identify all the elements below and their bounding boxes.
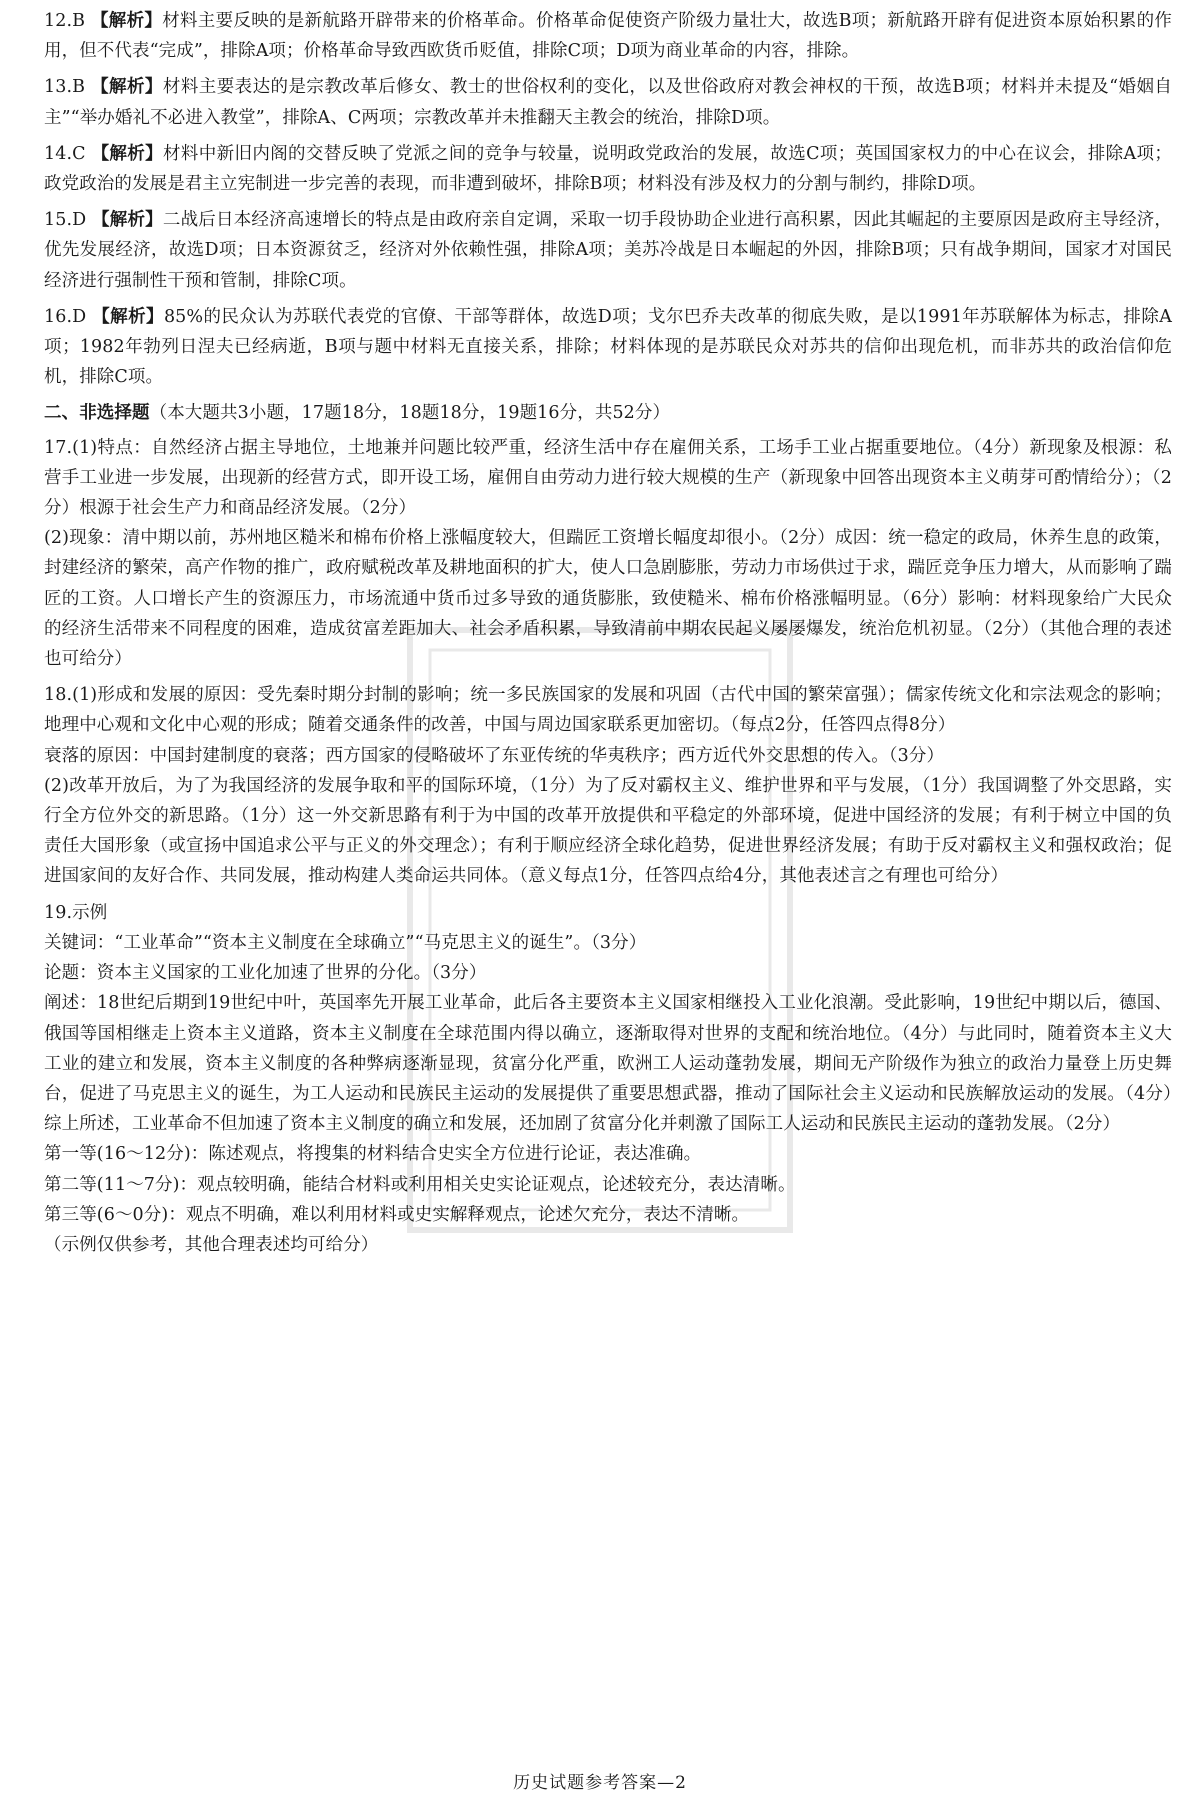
- q17-part1-text: (1)特点：自然经济占据主导地位，土地兼并问题比较严重，经济生活中存在雇佣关系，工场手工业占据重要地位。（4分）新现象及根源：私营手工业进一步发展，出现新的经营方式，即开设工场，雇佣自由劳动力进行较大规模的生产（新现象中回答出现资本主义萌芽可酌情给分）；（2分）根源于社会生产力和商品经济发展。（2分）: [44, 437, 1172, 519]
- analysis-text: 85%的民众认为苏联代表党的官僚、干部等群体，故选D项；戈尔巴乔夫改革的彻底失败，是以1991年苏联解体为标志，排除A项；1982年勃列日涅夫已经病逝，B项与题中材料无直接关系，排除；材料体现的是苏联民众对苏共的信仰出现危机，而非苏共的政治信仰危机，排除C项。: [44, 306, 1172, 388]
- analysis-tag: 【解析】: [92, 210, 163, 231]
- analysis-text: 材料主要反映的是新航路开辟带来的价格革命。价格革命促使资产阶级力量壮大，故选B项；新航路开辟有促进资本原始积累的作用，但不代表“完成”，排除A项；价格革命导致西欧货币贬值，排除C项；D项为商业革命的内容，排除。: [44, 11, 1173, 62]
- q17-part2: (2)现象：清中期以前，苏州地区糙米和棉布价格上涨幅度较大，但踹匠工资增长幅度却很小。（2分）成因：统一稳定的政局，休养生息的政策，封建经济的繁荣，高产作物的推广，政府赋税改革及耕地面积的扩大，使人口急剧膨胀，劳动力市场供过于求，踹匠竞争压力增大，从而影响了踹匠的工资。人口增长产生的资源压力，市场流通中货币过多导致的通货膨胀，致使糙米、棉布价格涨幅明显。（6分）影响：材料现象给广大民众的经济生活带来不同程度的困难，造成贫富差距加大、社会矛盾积累，导致清前中期农民起义屡屡爆发，统治危机初显。（2分）（其他合理的表述也可给分）: [44, 528, 1172, 670]
- answer-number: 19.: [44, 902, 73, 923]
- answer-number: 12.B: [44, 11, 86, 31]
- analysis-tag: 【解析】: [90, 11, 163, 31]
- answer-item-16: [44, 302, 1172, 393]
- answer-item-19: [44, 898, 1172, 1260]
- q19-grade-2: 第二等(11～7分)：观点较明确，能结合材料或利用相关史实论证观点，论述较充分，表达清晰。: [44, 1174, 796, 1195]
- q18-part2: (2)改革开放后，为了为我国经济的发展争取和平的国际环境，（1分）为了反对霸权主义、维护世界和平与发展，（1分）我国调整了外交思路，实行全方位外交的新思路。（1分）这一外交新思路有利于为中国的改革开放提供和平稳定的外部环境，促进中国经济的发展；有利于树立中国的负责任大国形象（或宣扬中国追求公平与正义的外交理念）；有利于顺应经济全球化趋势，促进世界经济发展；有助于反对霸权主义和强权政治；促进国家间的友好合作、共同发展，推动构建人类命运共同体。（意义每点1分，任答四点给4分，其他表述言之有理也可给分）: [44, 775, 1172, 887]
- answer-item-12: [44, 6, 1172, 66]
- answer-number: 18.: [44, 685, 73, 706]
- analysis-tag: 【解析】: [92, 306, 164, 327]
- page-footer: 历史试题参考答案—2: [513, 1773, 687, 1793]
- analysis-text: 二战后日本经济高速增长的特点是由政府亲自定调，采取一切手段协助企业进行高积累，因此其崛起的主要原因是政府主导经济，优先发展经济，故选D项；日本资源贫乏，经济对外依赖性强，排除A项；美苏冷战是日本崛起的外因，排除B项；只有战争期间，国家才对国民经济进行强制性干预和管制，排除C项。: [44, 210, 1172, 291]
- answer-number: 17.: [44, 437, 73, 458]
- answer-item-17: [44, 433, 1172, 675]
- q19-keywords: 关键词：“工业革命”“资本主义制度在全球确立”“马克思主义的诞生”。（3分）: [44, 932, 647, 953]
- q19-heading: [44, 898, 1172, 928]
- analysis-tag: 【解析】: [91, 77, 163, 98]
- q18-decline-reasons: 衰落的原因：中国封建制度的衰落；西方国家的侵略破坏了东亚传统的华夷秩序；西方近代外交思想的传入。（3分）: [44, 745, 945, 766]
- answer-number: 13.B: [44, 77, 86, 98]
- analysis-text: 材料中新旧内阁的交替反映了党派之间的竞争与较量，说明政党政治的发展，故选C项；英国国家权力的中心在议会，排除A项；政党政治的发展是君主立宪制进一步完善的表现，而非遭到破坏，排除B项；材料没有涉及权力的分割与制约，排除D项。: [44, 143, 1172, 195]
- section-note: （本大题共3小题，17题18分，18题18分，19题16分，共52分）: [149, 403, 671, 424]
- q17-part1: [44, 433, 1172, 524]
- q19-argument: 阐述：18世纪后期到19世纪中叶，英国率先开展工业革命，此后各主要资本主义国家相继投入工业化浪潮。受此影响，19世纪中期以后，德国、俄国等国相继走上资本主义道路，资本主义制度在全球范围内得以确立，逐渐取得对世界的支配和统治地位。（4分）与此同时，随着资本主义大工业的建立和发展，资本主义制度的各种弊病逐渐显现，贫富分化严重，欧洲工人运动蓬勃发展，期间无产阶级作为独立的政治力量登上历史舞台，促进了马克思主义的诞生，为工人运动和民族民主运动的发展提供了重要思想武器，推动了国际社会主义运动和民族解放运动的发展。（4分）综上所述，工业革命不但加速了资本主义制度的确立和发展，还加剧了贫富分化并刺激了国际工人运动和民族民主运动的蓬勃发展。（2分）: [44, 993, 1172, 1135]
- q19-thesis: 论题：资本主义国家的工业化加速了世界的分化。（3分）: [44, 963, 487, 984]
- answer-number: 14.C: [44, 143, 86, 164]
- section-heading-non-choice: [44, 398, 1172, 428]
- q19-note: （示例仅供参考，其他合理表述均可给分）: [44, 1234, 379, 1255]
- answer-number: 15.D: [44, 210, 87, 231]
- answer-item-14: [44, 139, 1172, 199]
- q19-grade-1: 第一等(16～12分)：陈述观点，将搜集的材料结合史实全方位进行论证，表达准确。: [44, 1144, 702, 1165]
- section-title: 二、非选择题: [44, 403, 150, 424]
- answer-item-15: [44, 205, 1172, 296]
- analysis-text: 材料主要表达的是宗教改革后修女、教士的世俗权利的变化，以及世俗政府对教会神权的干预，故选B项；材料并未提及“婚姻自主”“举办婚礼不必进入教堂”，排除A、C两项；宗教改革并未推翻天主教会的统治，排除D项。: [44, 77, 1172, 128]
- analysis-tag: 【解析】: [91, 143, 164, 164]
- answer-item-18: [44, 680, 1172, 891]
- q19-example-label: 示例: [72, 902, 108, 923]
- answer-item-13: [44, 72, 1172, 132]
- q18-part1-text: (1)形成和发展的原因：受先秦时期分封制的影响；统一多民族国家的发展和巩固（古代中国的繁荣富强）；儒家传统文化和宗法观念的影响；地理中心观和文化中心观的形成；随着交通条件的改善，中国与周边国家联系更加密切。（每点2分，任答四点得8分）: [44, 685, 1172, 736]
- answer-content: [44, 6, 1172, 1266]
- q18-part1: [44, 680, 1172, 740]
- answer-number: 16.D: [44, 306, 87, 327]
- q19-grade-3: 第三等(6～0分)：观点不明确，难以利用材料或史实解释观点，论述欠充分，表达不清晰。: [44, 1204, 750, 1225]
